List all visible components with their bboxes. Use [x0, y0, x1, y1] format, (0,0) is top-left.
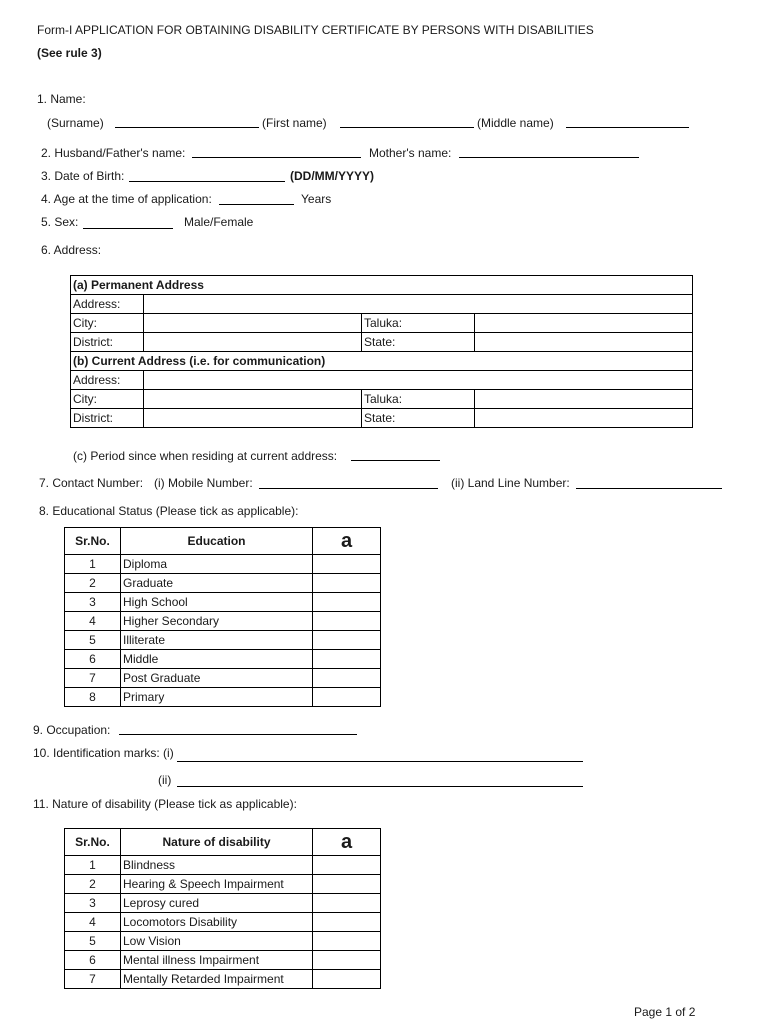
table-row [65, 913, 381, 932]
row-number: 4 [65, 612, 121, 631]
permanent-district-input[interactable] [144, 333, 362, 352]
education-label: 8. Educational Status (Please tick as applicable): [39, 504, 299, 518]
table-row [71, 295, 693, 314]
table-row [65, 555, 381, 574]
education-option: High School [121, 593, 313, 612]
state-cell-label: State: [362, 409, 475, 428]
current-address-input[interactable] [144, 371, 693, 390]
table-row [71, 371, 693, 390]
period-label: (c) Period since when residing at current address: [73, 449, 338, 463]
table-row [65, 612, 381, 631]
table-row [65, 631, 381, 650]
page-number: Page 1 of 2 [634, 1005, 696, 1019]
rule-reference: (See rule 3) [37, 46, 102, 60]
education-option: Higher Secondary [121, 612, 313, 631]
table-row [65, 932, 381, 951]
address-label: 6. Address: [41, 243, 102, 257]
table-row [65, 951, 381, 970]
row-number: 3 [65, 894, 121, 913]
education-option: Post Graduate [121, 669, 313, 688]
education-option: Primary [121, 688, 313, 707]
identification-mark-2-field[interactable] [177, 786, 583, 787]
identification-marks-label: 10. Identification marks: (i) [33, 746, 174, 760]
table-row [65, 669, 381, 688]
education-option: Middle [121, 650, 313, 669]
tick-cell[interactable] [313, 612, 381, 631]
table-row [71, 390, 693, 409]
age-label: 4. Age at the time of application: [41, 192, 212, 206]
tick-cell[interactable] [313, 574, 381, 593]
tick-cell[interactable] [313, 951, 381, 970]
landline-label: (ii) Land Line Number: [451, 476, 570, 490]
tick-cell[interactable] [313, 688, 381, 707]
address-cell-label: Address: [71, 295, 144, 314]
row-number: 7 [65, 669, 121, 688]
tick-header: a [313, 528, 381, 555]
row-number: 2 [65, 875, 121, 894]
table-row [65, 593, 381, 612]
dob-format: (DD/MM/YYYY) [290, 169, 374, 183]
education-option: Illiterate [121, 631, 313, 650]
row-number: 8 [65, 688, 121, 707]
table-row [71, 276, 693, 295]
dob-field[interactable] [129, 181, 285, 182]
district-cell-label: District: [71, 333, 144, 352]
middle-name-label: (Middle name) [477, 116, 554, 130]
father-name-label: 2. Husband/Father's name: [41, 146, 186, 160]
table-row [71, 409, 693, 428]
tick-cell[interactable] [313, 856, 381, 875]
sex-field[interactable] [83, 228, 173, 229]
tick-cell[interactable] [313, 894, 381, 913]
dob-label: 3. Date of Birth: [41, 169, 125, 183]
tick-cell[interactable] [313, 650, 381, 669]
middle-name-field[interactable] [566, 127, 689, 128]
tick-cell[interactable] [313, 669, 381, 688]
age-field[interactable] [219, 204, 294, 205]
disability-option: Leprosy cured [121, 894, 313, 913]
taluka-cell-label: Taluka: [362, 390, 475, 409]
years-label: Years [301, 192, 332, 206]
current-address-heading: (b) Current Address (i.e. for communication) [71, 352, 693, 371]
row-number: 2 [65, 574, 121, 593]
current-state-input[interactable] [475, 409, 693, 428]
row-number: 1 [65, 555, 121, 574]
tick-cell[interactable] [313, 555, 381, 574]
table-row [71, 333, 693, 352]
name-label: 1. Name: [37, 92, 86, 106]
disability-option: Low Vision [121, 932, 313, 951]
permanent-taluka-input[interactable] [475, 314, 693, 333]
tick-cell[interactable] [313, 932, 381, 951]
father-name-field[interactable] [192, 157, 361, 158]
state-cell-label: State: [362, 333, 475, 352]
district-cell-label: District: [71, 409, 144, 428]
mobile-label: (i) Mobile Number: [154, 476, 253, 490]
mother-name-field[interactable] [459, 157, 639, 158]
table-row [65, 894, 381, 913]
disability-option: Blindness [121, 856, 313, 875]
surname-label: (Surname) [47, 116, 104, 130]
row-number: 6 [65, 951, 121, 970]
permanent-state-input[interactable] [475, 333, 693, 352]
disability-option: Mental illness Impairment [121, 951, 313, 970]
sex-options: Male/Female [184, 215, 254, 229]
first-name-field[interactable] [340, 127, 474, 128]
permanent-address-input[interactable] [144, 295, 693, 314]
education-header: Education [121, 528, 313, 555]
address-table [70, 275, 693, 428]
form-title: Form-I APPLICATION FOR OBTAINING DISABILITY CERTIFICATE BY PERSONS WITH DISABILITIES [37, 23, 594, 37]
current-city-input[interactable] [144, 390, 362, 409]
disability-label: 11. Nature of disability (Please tick as applicable): [33, 797, 297, 811]
first-name-label: (First name) [262, 116, 327, 130]
table-header-row [65, 528, 381, 555]
disability-option: Locomotors Disability [121, 913, 313, 932]
row-number: 6 [65, 650, 121, 669]
education-option: Graduate [121, 574, 313, 593]
disability-table [64, 828, 381, 989]
row-number: 3 [65, 593, 121, 612]
occupation-label: 9. Occupation: [33, 723, 111, 737]
disability-option: Mentally Retarded Impairment [121, 970, 313, 989]
row-number: 1 [65, 856, 121, 875]
tick-header: a [313, 829, 381, 856]
sex-label: 5. Sex: [41, 215, 79, 229]
row-number: 7 [65, 970, 121, 989]
mobile-field[interactable] [259, 488, 438, 489]
srno-header: Sr.No. [65, 829, 121, 856]
row-number: 5 [65, 631, 121, 650]
address-cell-label: Address: [71, 371, 144, 390]
current-taluka-input[interactable] [475, 390, 693, 409]
education-option: Diploma [121, 555, 313, 574]
srno-header: Sr.No. [65, 528, 121, 555]
city-cell-label: City: [71, 390, 144, 409]
mother-name-label: Mother's name: [369, 146, 452, 160]
contact-label: 7. Contact Number: [39, 476, 144, 490]
period-field[interactable] [351, 460, 440, 461]
table-row [71, 314, 693, 333]
current-district-input[interactable] [144, 409, 362, 428]
education-table [64, 527, 381, 707]
tick-cell[interactable] [313, 593, 381, 612]
tick-cell[interactable] [313, 875, 381, 894]
surname-field[interactable] [115, 127, 259, 128]
tick-cell[interactable] [313, 913, 381, 932]
taluka-cell-label: Taluka: [362, 314, 475, 333]
disability-header: Nature of disability [121, 829, 313, 856]
tick-cell[interactable] [313, 970, 381, 989]
table-row [65, 574, 381, 593]
table-row [65, 875, 381, 894]
disability-option: Hearing & Speech Impairment [121, 875, 313, 894]
permanent-city-input[interactable] [144, 314, 362, 333]
landline-field[interactable] [576, 488, 722, 489]
table-row [65, 688, 381, 707]
tick-cell[interactable] [313, 631, 381, 650]
identification-mark-2-label: (ii) [158, 773, 172, 787]
identification-mark-1-field[interactable] [177, 761, 583, 762]
table-row [65, 970, 381, 989]
table-row [71, 352, 693, 371]
row-number: 4 [65, 913, 121, 932]
occupation-field[interactable] [119, 734, 357, 735]
city-cell-label: City: [71, 314, 144, 333]
table-row [65, 650, 381, 669]
table-row [65, 856, 381, 875]
table-header-row [65, 829, 381, 856]
permanent-address-heading: (a) Permanent Address [71, 276, 693, 295]
row-number: 5 [65, 932, 121, 951]
